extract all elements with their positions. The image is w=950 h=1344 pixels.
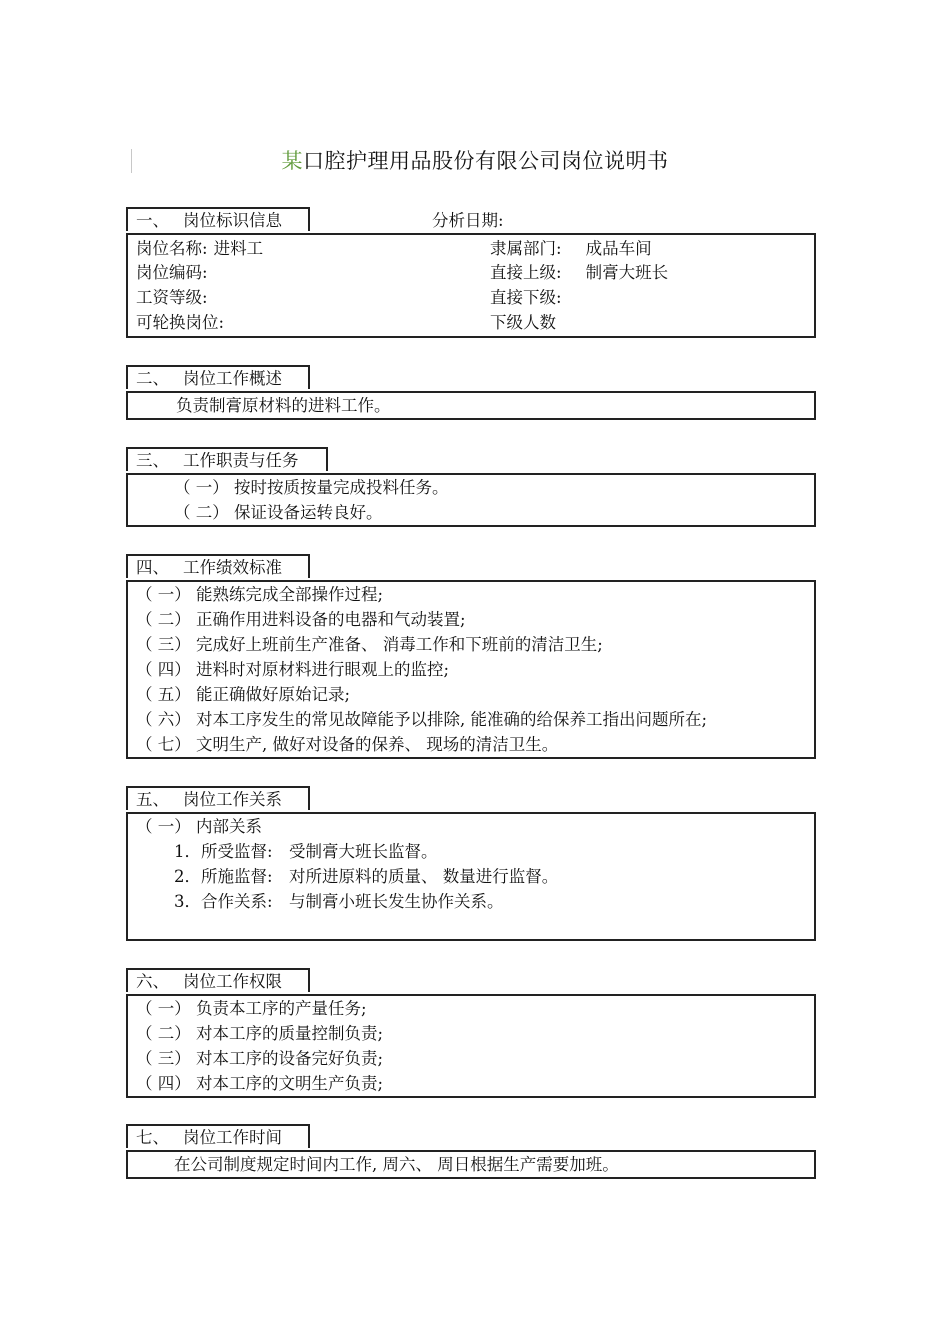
section-tab xyxy=(126,365,310,389)
field-department xyxy=(490,237,652,261)
relations-item: 3．合作关系: 与制膏小班长发生协作关系。 xyxy=(174,892,504,911)
section-heading: 工作职责与任务 xyxy=(183,451,299,470)
section-identification xyxy=(126,207,816,338)
field-label: 工资等级: xyxy=(136,288,208,307)
overview-text: 负责制膏原材料的进料工作。 xyxy=(176,396,391,415)
section-box xyxy=(126,812,816,941)
performance-item: （ 二） 正确作用进料设备的电器和气动装置; xyxy=(136,610,466,629)
section-work-hours xyxy=(126,1124,816,1179)
section-heading: 岗位工作概述 xyxy=(183,369,282,388)
document-title xyxy=(0,146,950,176)
section-performance xyxy=(126,554,816,759)
section-duties xyxy=(126,447,816,527)
section-number: 七、 xyxy=(136,1128,169,1147)
authority-item: （ 三） 对本工序的设备完好负责; xyxy=(136,1049,384,1068)
field-position-name xyxy=(136,237,263,261)
section-heading: 工作绩效标准 xyxy=(183,558,282,577)
section-heading: 岗位工作权限 xyxy=(183,972,282,991)
field-label: 隶属部门: xyxy=(490,239,562,258)
work-hours-text: 在公司制度规定时间内工作, 周六、 周日根据生产需要加班。 xyxy=(174,1155,619,1174)
field-direct-subordinate xyxy=(490,286,562,310)
performance-item: （ 三） 完成好上班前生产准备、 消毒工作和下班前的清洁卫生; xyxy=(136,635,603,654)
section-number: 二、 xyxy=(136,369,169,388)
section-tab xyxy=(126,447,328,471)
performance-item: （ 六） 对本工序发生的常见故障能予以排除, 能准确的给保养工指出问题所在; xyxy=(136,710,708,729)
section-tab xyxy=(126,554,310,578)
section-heading: 岗位工作时间 xyxy=(183,1128,282,1147)
section-tab xyxy=(126,1124,310,1148)
section-box xyxy=(126,473,816,527)
section-box xyxy=(126,580,816,759)
relations-item: 2．所施监督: 对所进原料的质量、 数量进行监督。 xyxy=(174,867,559,886)
field-label: 直接上级: xyxy=(490,263,562,282)
relations-header: （ 一） 内部关系 xyxy=(136,817,262,836)
field-value: 进料工 xyxy=(213,239,264,258)
duty-item: （ 二） 保证设备运转良好。 xyxy=(174,503,383,522)
section-box xyxy=(126,994,816,1098)
title-rest: 口腔护理用品股份有限公司岗位说明书 xyxy=(303,149,669,173)
section-box xyxy=(126,233,816,338)
section-tab xyxy=(126,786,310,810)
analysis-date-label: 分析日期: xyxy=(432,211,504,230)
section-number: 三、 xyxy=(136,451,169,470)
title-first-char: 某 xyxy=(281,149,303,173)
section-relations xyxy=(126,786,816,941)
section-number: 四、 xyxy=(136,558,169,577)
performance-item: （ 五） 能正确做好原始记录; xyxy=(136,685,351,704)
section-heading: 岗位工作关系 xyxy=(183,790,282,809)
field-direct-superior xyxy=(490,261,668,285)
performance-item: （ 四） 进料时对原材料进行眼观上的监控; xyxy=(136,660,450,679)
field-label: 直接下级: xyxy=(490,288,562,307)
field-subordinate-count xyxy=(490,311,556,335)
section-box xyxy=(126,1150,816,1179)
field-salary-grade xyxy=(136,286,208,310)
authority-item: （ 四） 对本工序的文明生产负责; xyxy=(136,1074,384,1093)
section-heading: 岗位标识信息 xyxy=(183,211,282,230)
section-overview xyxy=(126,365,816,420)
field-label: 岗位编码: xyxy=(136,263,208,282)
section-tab xyxy=(126,207,310,231)
authority-item: （ 二） 对本工序的质量控制负责; xyxy=(136,1024,384,1043)
performance-item: （ 一） 能熟练完成全部操作过程; xyxy=(136,585,384,604)
field-value: 制膏大班长 xyxy=(585,263,669,282)
section-number: 六、 xyxy=(136,972,169,991)
authority-item: （ 一） 负责本工序的产量任务; xyxy=(136,999,367,1018)
section-tab xyxy=(126,968,310,992)
relations-item: 1．所受监督: 受制膏大班长监督。 xyxy=(174,842,438,861)
field-value: 成品车间 xyxy=(585,239,652,258)
field-label: 下级人数 xyxy=(490,313,556,332)
section-box xyxy=(126,391,816,420)
field-rotatable-positions xyxy=(136,311,224,335)
field-label: 可轮换岗位: xyxy=(136,313,225,332)
duty-item: （ 一） 按时按质按量完成投料任务。 xyxy=(174,478,449,497)
performance-item: （ 七） 文明生产, 做好对设备的保养、 现场的清洁卫生。 xyxy=(136,735,559,754)
section-authority xyxy=(126,968,816,1098)
field-position-code xyxy=(136,261,208,285)
section-number: 一、 xyxy=(136,211,169,230)
section-number: 五、 xyxy=(136,790,169,809)
field-label: 岗位名称: xyxy=(136,239,208,258)
